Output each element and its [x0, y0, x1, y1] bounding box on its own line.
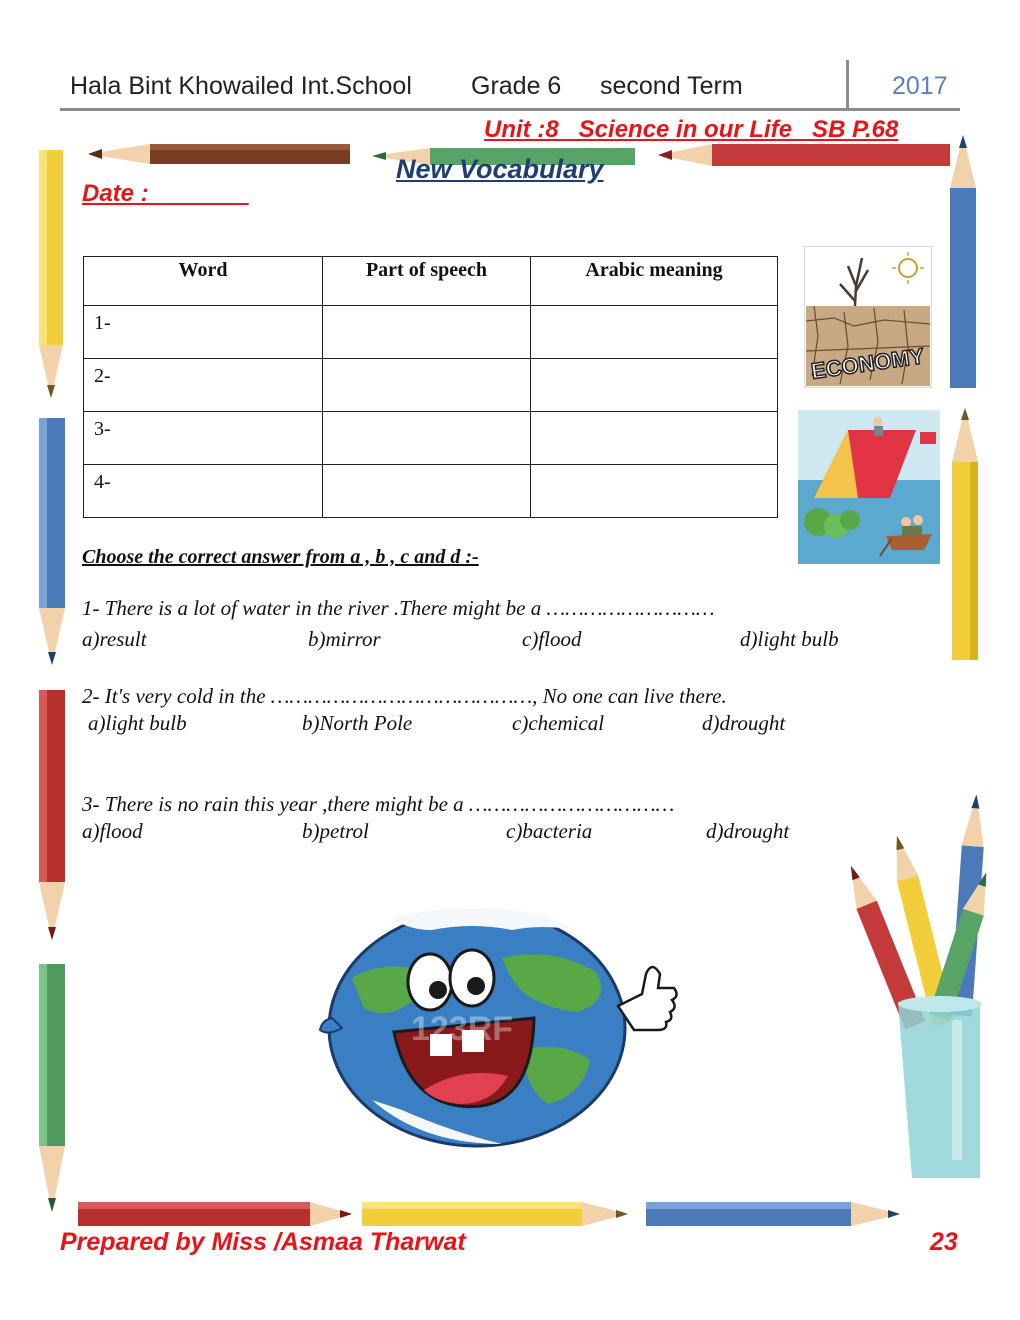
term-label: second Term [600, 72, 743, 100]
question-2 [82, 684, 882, 744]
economy-text: ECONOMY [809, 343, 926, 384]
arabic-meaning-cell[interactable] [531, 412, 778, 465]
table-row [84, 359, 778, 412]
date-label: Date : [82, 180, 249, 207]
pencil-icon-yellow-left [39, 150, 63, 398]
part-of-speech-cell[interactable] [323, 306, 531, 359]
pencil-icon-brown-top [88, 144, 350, 164]
answer-option[interactable]: a)flood [82, 819, 143, 843]
answer-option[interactable]: c)chemical [512, 711, 605, 735]
year-label: 2017 [892, 72, 948, 100]
arabic-meaning-cell[interactable] [531, 465, 778, 518]
answer-option[interactable]: b)North Pole [302, 711, 413, 735]
answer-option[interactable]: b)mirror [308, 627, 381, 651]
pencil-icon-yellow-right [952, 408, 978, 660]
pencil-icon-blue-right [950, 135, 976, 388]
row-number: 3- [84, 412, 323, 465]
prepared-by-label: Prepared by Miss /Asmaa Tharwat [60, 1228, 466, 1256]
grade-label: Grade 6 [471, 72, 562, 100]
row-number: 4- [84, 465, 323, 518]
instruction-text: Choose the correct answer from a , b , c and d :- [82, 546, 479, 568]
question-1 [82, 596, 882, 656]
arabic-meaning-cell[interactable] [531, 306, 778, 359]
pencil-icon-red-top [658, 144, 950, 166]
row-number: 1- [84, 306, 323, 359]
pencil-icon-blue-bottom [646, 1202, 900, 1226]
vocabulary-title: New Vocabulary [396, 154, 604, 184]
answer-option[interactable]: d)drought [706, 819, 790, 843]
page-header [60, 60, 960, 110]
column-header-word: Word [84, 257, 323, 306]
answer-option[interactable]: a)light bulb [88, 711, 187, 735]
answer-option[interactable]: c)flood [522, 627, 582, 651]
drought-image [804, 246, 932, 388]
answer-option[interactable]: d)drought [702, 711, 786, 735]
unit-title: Unit :8 Science in our Life SB P.68 [484, 116, 899, 143]
school-name: Hala Bint Khowailed Int.School [70, 72, 412, 100]
column-header-arabic-meaning: Arabic meaning [531, 257, 778, 306]
question-text: 3- There is no rain this year ,there might be a …………………………… [82, 792, 675, 816]
answer-option[interactable]: a)result [82, 627, 147, 651]
part-of-speech-cell[interactable] [323, 359, 531, 412]
part-of-speech-cell[interactable] [323, 412, 531, 465]
watermark-text: 123RF [410, 1010, 514, 1048]
pencil-icon-red-bottom [78, 1202, 352, 1226]
arabic-meaning-cell[interactable] [531, 359, 778, 412]
header-divider [846, 60, 849, 110]
table-row [84, 412, 778, 465]
question-text: 2- It's very cold in the ……………………………………, No one can live there. [82, 684, 727, 708]
answer-option[interactable]: c)bacteria [506, 819, 593, 843]
header-rule [60, 108, 960, 111]
pencil-icon-blue-left [39, 418, 65, 665]
pencil-icon-red-left [39, 690, 65, 940]
pencil-icon-green-left [39, 964, 65, 1212]
row-number: 2- [84, 359, 323, 412]
table-row [84, 306, 778, 359]
page-number: 23 [930, 1228, 958, 1256]
table-header-row [84, 257, 778, 306]
vocabulary-table [83, 256, 778, 518]
flood-image [798, 410, 940, 564]
answer-option[interactable]: d)light bulb [740, 627, 839, 651]
part-of-speech-cell[interactable] [323, 465, 531, 518]
smiling-earth-image [312, 900, 682, 1160]
pencil-icon-yellow-bottom [362, 1202, 628, 1226]
question-3 [82, 792, 882, 852]
table-row [84, 465, 778, 518]
question-text: 1- There is a lot of water in the river .There might be a ……………………… [82, 596, 715, 620]
column-header-part-of-speech: Part of speech [323, 257, 531, 306]
answer-option[interactable]: b)petrol [302, 819, 369, 843]
